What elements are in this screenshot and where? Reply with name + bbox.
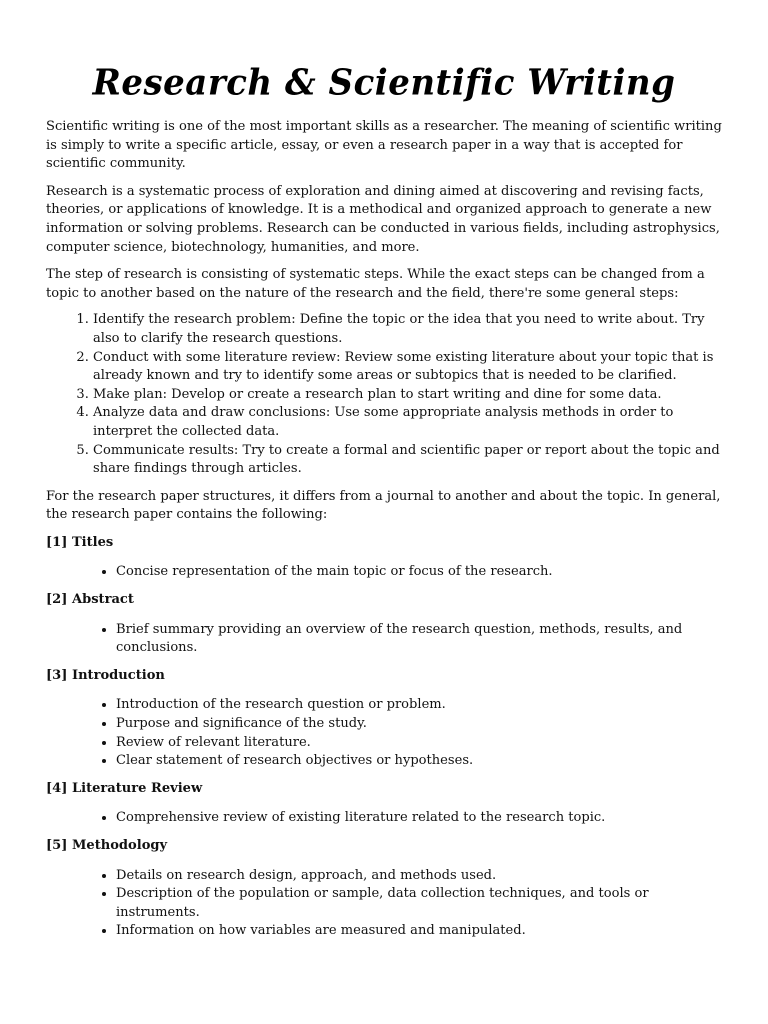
list-item: 1. Identify the research problem: Define the topic or the idea that you need to write about. Try also to clarify the research questions. <box>93 311 722 348</box>
page-title: Research & Scientific Writing <box>92 62 676 104</box>
bullet-list-methodology <box>46 867 722 941</box>
section-heading-introduction: [3] Introduction <box>46 667 165 683</box>
list-item: • Information on how variables are measured and manipulated. <box>116 922 722 941</box>
list-item: • Description of the population or sample, data collection techniques, and tools or instruments. <box>116 885 722 922</box>
list-item: • Review of relevant literature. <box>116 734 722 753</box>
list-item: 3. Make plan: Develop or create a research plan to start writing and dine for some data. <box>93 386 722 405</box>
list-item: • Comprehensive review of existing literature related to the research topic. <box>116 809 722 828</box>
paragraph-intro: Scientific writing is one of the most important skills as a researcher. The meaning of scientific writing is simply to write a specific article, essay, or even a research paper in a way that is accepted for scientific community. <box>46 119 722 172</box>
bullet-list-introduction <box>46 696 722 770</box>
list-item: • Purpose and significance of the study. <box>116 715 722 734</box>
section-heading-abstract: [2] Abstract <box>46 592 134 608</box>
list-item: • Brief summary providing an overview of the research question, methods, results, and conclusions. <box>116 621 722 658</box>
paragraph-structure-intro: For the research paper structures, it differs from a journal to another and about the topic. In general, the research paper contains the following: <box>46 488 721 523</box>
bullet-list-abstract <box>46 621 722 658</box>
research-steps-list <box>46 311 722 478</box>
list-item: • Clear statement of research objectives or hypotheses. <box>116 752 722 771</box>
paragraph-steps-intro: The step of research is consisting of systematic steps. While the exact steps can be changed from a topic to another based on the nature of the research and the field, there're some general steps: <box>46 267 705 301</box>
list-item: • Concise representation of the main topic or focus of the research. <box>116 563 722 582</box>
list-item: • Details on research design, approach, and methods used. <box>116 867 722 886</box>
paragraph-research-definition: Research is a systematic process of exploration and dining aimed at discovering and revising facts, theories, or applications of knowledge. It is a methodical and organized approach to generate a new information or solving problems. Research can be conducted in various fields, including astrophysics, computer science, biotechnology, humanities, and more. <box>46 183 720 255</box>
bullet-list-titles <box>46 563 722 582</box>
section-heading-titles: [1] Titles <box>46 534 114 550</box>
list-item: • Introduction of the research question or problem. <box>116 696 722 715</box>
bullet-list-literature-review <box>46 809 722 828</box>
list-item: 5. Communicate results: Try to create a formal and scientific paper or report about the topic and share findings through articles. <box>93 442 722 479</box>
section-heading-methodology: [5] Methodology <box>46 838 168 853</box>
list-item: 4. Analyze data and draw conclusions: Use some appropriate analysis methods in order to interpret the collected data. <box>93 404 722 441</box>
section-heading-literature-review: [4] Literature Review <box>46 780 203 796</box>
list-item: 2. Conduct with some literature review: Review some existing literature about your topic that is already known and try to identify some areas or subtopics that is needed to be clarified. <box>93 349 722 386</box>
